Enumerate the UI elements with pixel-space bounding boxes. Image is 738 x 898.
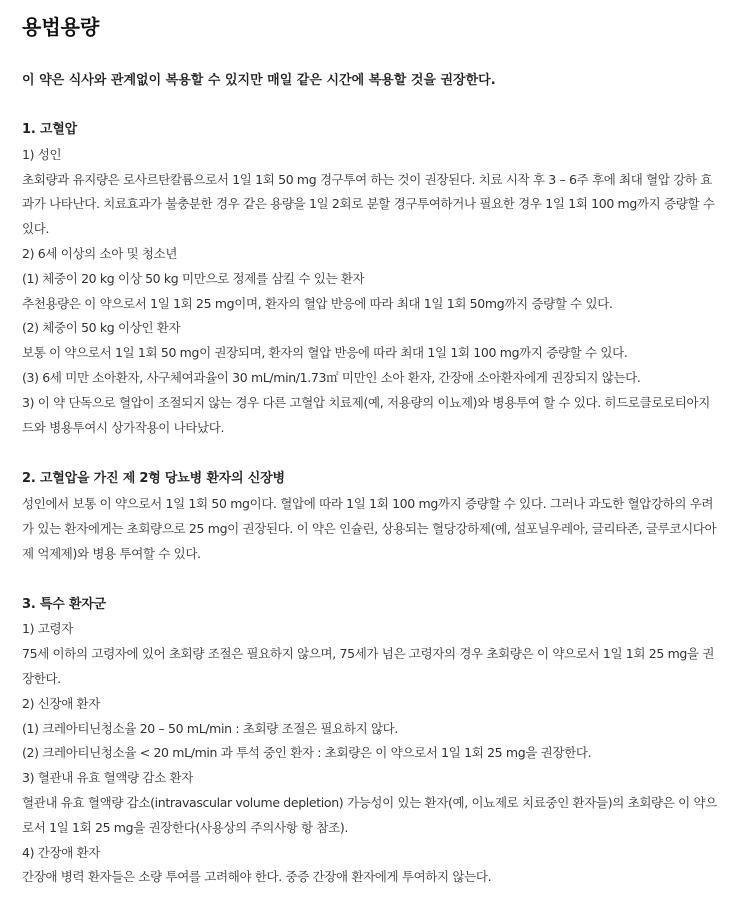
paragraph: 보통 이 약으로서 1일 1회 50 mg이 권장되며, 환자의 혈압 반응에 따라 최대 1일 1회 100 mg까지 증량할 수 있다. <box>22 345 628 361</box>
section-heading: 3. 특수 환자군 <box>22 596 107 612</box>
subsection-heading: 2) 신장애 환자 <box>22 695 101 711</box>
paragraph: 간장애 병력 환자들은 소량 투여를 고려해야 한다. 중증 간장애 환자에게 투여하지 않는다. <box>22 869 492 885</box>
paragraph: 혈관내 유효 혈액량 감소(intravascular volume depletion) 가능성이 있는 환자(예, 이뇨제로 치료중인 환자들)의 초회량은 이 약으로서 1일 1회 25 mg을 권장한다(사용상의 주의사항 항 참조). <box>22 794 717 835</box>
subsection-heading: 1) 성인 <box>22 146 62 162</box>
section-hypertension <box>22 118 720 440</box>
list-item: (2) 체중이 50 kg 이상인 환자 <box>22 320 181 336</box>
paragraph: 추천용량은 이 약으로서 1일 1회 25 mg이며, 환자의 혈압 반응에 따라 최대 1일 1회 50mg까지 증량할 수 있다. <box>22 295 613 311</box>
paragraph: 75세 이하의 고령자에 있어 초회량 조절은 필요하지 않으며, 75세가 넘은 고령자의 경우 초회량은 이 약으로서 1일 1회 25 mg을 권장한다. <box>22 646 715 686</box>
section-heading: 1. 고혈압 <box>22 122 77 137</box>
subsection-heading: 2) 6세 이상의 소아 및 청소년 <box>22 245 178 261</box>
paragraph: 3) 이 약 단독으로 혈압이 조절되지 않는 경우 다른 고혈압 치료제(예, 저용량의 이뇨제)와 병용투여 할 수 있다. 히드로클로로티아지드와 병용투여시 상가작용이 나타났다. <box>22 394 711 435</box>
list-item: (1) 체중이 20 kg 이상 50 kg 미만으로 정제를 삼킬 수 있는 환자 <box>22 270 365 286</box>
intro-text: 이 약은 식사와 관계없이 복용할 수 있지만 매일 같은 시간에 복용할 것을 권장한다. <box>22 73 496 88</box>
section-diabetic-nephropathy <box>22 467 720 566</box>
section-heading: 2. 고혈압을 가진 제 2형 당뇨병 환자의 신장병 <box>22 471 285 487</box>
paragraph: 초회량과 유지량은 로사르탄칼륨으로서 1일 1회 50 mg 경구투여 하는 것이 권장된다. 치료 시작 후 3 – 6주 후에 최대 혈압 강하 효과가 나타난다. 치료효과가 불충분한 경우 같은 용량을 1일 2회로 분할 경구투여하거나 필요한 경우 1일 1회 100 mg까지 증량할 수 있다. <box>22 171 715 237</box>
subsection-heading: 4) 간장애 환자 <box>22 844 101 860</box>
subsection-heading: 3) 혈관내 유효 혈액량 감소 환자 <box>22 770 193 786</box>
list-item: (1) 크레아티닌청소율 20 – 50 mL/min : 초회량 조절은 필요하지 않다. <box>22 720 399 736</box>
paragraph: 성인에서 보통 이 약으로서 1일 1회 50 mg이다. 혈압에 따라 1일 1회 100 mg까지 증량할 수 있다. 그러나 과도한 혈압강하의 우려가 있는 환자에게는 초회량으로 25 mg이 권장된다. 이 약은 인슐린, 상용되는 혈당강하제(예, 설포닐우레아, 글리타존, 글루코시다아제 억제제)와 병용 투여할 수 있다. <box>22 496 717 561</box>
section-special-populations <box>22 593 720 891</box>
list-item: (3) 6세 미만 소아환자, 사구체여과율이 30 mL/min/1.73㎡ 미만인 소아 환자, 간장애 소아환자에게 권장되지 않는다. <box>22 369 641 385</box>
page-title: 용법용량 <box>22 15 100 39</box>
subsection-heading: 1) 고령자 <box>22 621 73 637</box>
list-item: (2) 크레아티닌청소율 < 20 mL/min 과 투석 중인 환자 : 초회량은 이 약으로서 1일 1회 25 mg을 권장한다. <box>22 745 592 761</box>
